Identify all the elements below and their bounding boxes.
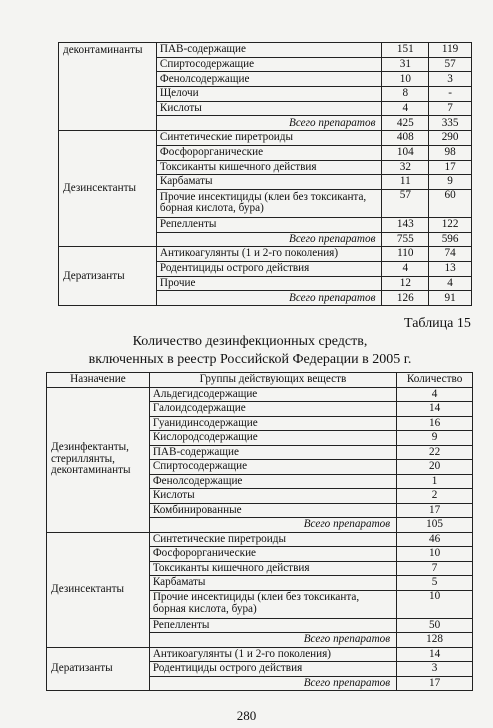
value-b: 17 — [429, 160, 472, 175]
table-row — [59, 131, 472, 146]
value-b: 60 — [429, 189, 472, 217]
total-b: 335 — [429, 116, 472, 131]
row-name: Антикоагулянты (1 и 2-го поколения) — [156, 247, 382, 262]
row-name: Гуанидинсодержащие — [149, 416, 396, 431]
value-a: 4 — [382, 101, 429, 116]
row-name: Прочие инсектициды (клеи без токсиканта, борная кислота, бура) — [149, 590, 396, 618]
value-a: 31 — [382, 57, 429, 72]
row-name: Спиртосодержащие — [149, 460, 396, 475]
row-name: Прочие — [156, 276, 382, 291]
row-name: Комбинированные — [149, 503, 396, 518]
row-name: ПАВ-содержащие — [149, 445, 396, 460]
count-value: 17 — [397, 503, 473, 518]
total-b: 596 — [429, 232, 472, 247]
total-count: 105 — [397, 518, 473, 533]
header-count: Количество — [397, 373, 473, 388]
row-name: Антикоагулянты (1 и 2-го поколения) — [149, 647, 396, 662]
bottom-table — [46, 372, 473, 691]
count-value: 1 — [397, 474, 473, 489]
total-label: Всего препаратов — [156, 232, 382, 247]
table-title — [40, 333, 460, 369]
row-name: Кислоты — [156, 101, 382, 116]
value-b: 57 — [429, 57, 472, 72]
value-a: 110 — [382, 247, 429, 262]
count-value: 3 — [397, 662, 473, 677]
value-a: 151 — [382, 43, 429, 58]
value-b: 13 — [429, 261, 472, 276]
value-a: 57 — [382, 189, 429, 217]
table-row — [47, 532, 473, 547]
table-number: Таблица 15 — [404, 316, 471, 331]
row-name: Спиртосодержащие — [156, 57, 382, 72]
value-a: 12 — [382, 276, 429, 291]
value-b: 119 — [429, 43, 472, 58]
value-b: 7 — [429, 101, 472, 116]
group-cell: деконтаминанты — [59, 43, 157, 131]
count-value: 16 — [397, 416, 473, 431]
group-cell: Дезинсектанты — [59, 131, 157, 247]
value-a: 32 — [382, 160, 429, 175]
total-a: 126 — [382, 291, 429, 306]
row-name: ПАВ-содержащие — [156, 43, 382, 58]
row-name: Репелленты — [149, 618, 396, 633]
header-purpose: Назначение — [47, 373, 150, 388]
row-name: Репелленты — [156, 217, 382, 232]
value-b: 3 — [429, 72, 472, 87]
row-name: Карбаматы — [149, 576, 396, 591]
total-count: 17 — [397, 676, 473, 691]
row-name: Галоидсодержащие — [149, 402, 396, 417]
value-a: 104 — [382, 145, 429, 160]
total-b: 91 — [429, 291, 472, 306]
value-b: 290 — [429, 131, 472, 146]
table-row — [47, 387, 473, 402]
row-name: Карбаматы — [156, 175, 382, 190]
row-name: Кислородсодержащие — [149, 431, 396, 446]
row-name: Щелочи — [156, 87, 382, 102]
value-b: 98 — [429, 145, 472, 160]
page-number: 280 — [236, 708, 257, 723]
count-value: 20 — [397, 460, 473, 475]
total-a: 755 — [382, 232, 429, 247]
header-row — [47, 373, 473, 388]
top-table — [58, 42, 472, 306]
row-name: Токсиканты кишечного действия — [156, 160, 382, 175]
count-value: 2 — [397, 489, 473, 504]
row-name: Фенолсодержащие — [156, 72, 382, 87]
value-b: 122 — [429, 217, 472, 232]
row-name: Синтетические пиретроиды — [149, 532, 396, 547]
value-b: 9 — [429, 175, 472, 190]
table-row — [47, 647, 473, 662]
value-b: 74 — [429, 247, 472, 262]
value-a: 11 — [382, 175, 429, 190]
group-cell: Дезинфектанты, стериллянты, деконтаминанты — [47, 387, 150, 532]
total-count: 128 — [397, 633, 473, 648]
count-value: 50 — [397, 618, 473, 633]
row-name: Фенолсодержащие — [149, 474, 396, 489]
count-value: 46 — [397, 532, 473, 547]
row-name: Родентициды острого действия — [156, 261, 382, 276]
value-b: 4 — [429, 276, 472, 291]
row-name: Фосфорорганические — [156, 145, 382, 160]
count-value: 14 — [397, 647, 473, 662]
total-label: Всего препаратов — [149, 676, 396, 691]
count-value: 14 — [397, 402, 473, 417]
value-a: 143 — [382, 217, 429, 232]
total-a: 425 — [382, 116, 429, 131]
value-a: 10 — [382, 72, 429, 87]
total-label: Всего препаратов — [149, 518, 396, 533]
row-name: Кислоты — [149, 489, 396, 504]
table-title-line-2: включенных в реестр Российской Федерации в 2005 г. — [88, 352, 412, 367]
group-cell: Дератизанты — [47, 647, 150, 691]
table-title-line-1: Количество дезинфекционных средств, — [132, 334, 368, 349]
row-name: Альдегидсодержащие — [149, 387, 396, 402]
group-cell: Дезинсектанты — [47, 532, 150, 647]
row-name: Родентициды острого действия — [149, 662, 396, 677]
row-name: Прочие инсектициды (клеи без токсиканта, борная кислота, бура) — [156, 189, 382, 217]
table-row — [59, 247, 472, 262]
count-value: 4 — [397, 387, 473, 402]
total-label: Всего препаратов — [156, 116, 382, 131]
count-value: 10 — [397, 547, 473, 562]
value-a: 8 — [382, 87, 429, 102]
count-value: 22 — [397, 445, 473, 460]
header-groups: Группы действующих веществ — [149, 373, 396, 388]
total-label: Всего препаратов — [156, 291, 382, 306]
value-b: - — [429, 87, 472, 102]
value-a: 4 — [382, 261, 429, 276]
count-value: 5 — [397, 576, 473, 591]
count-value: 7 — [397, 561, 473, 576]
row-name: Фосфорорганические — [149, 547, 396, 562]
count-value: 10 — [397, 590, 473, 618]
table-row — [59, 43, 472, 58]
count-value: 9 — [397, 431, 473, 446]
group-cell: Дератизанты — [59, 247, 157, 306]
value-a: 408 — [382, 131, 429, 146]
row-name: Токсиканты кишечного действия — [149, 561, 396, 576]
total-label: Всего препаратов — [149, 633, 396, 648]
row-name: Синтетические пиретроиды — [156, 131, 382, 146]
